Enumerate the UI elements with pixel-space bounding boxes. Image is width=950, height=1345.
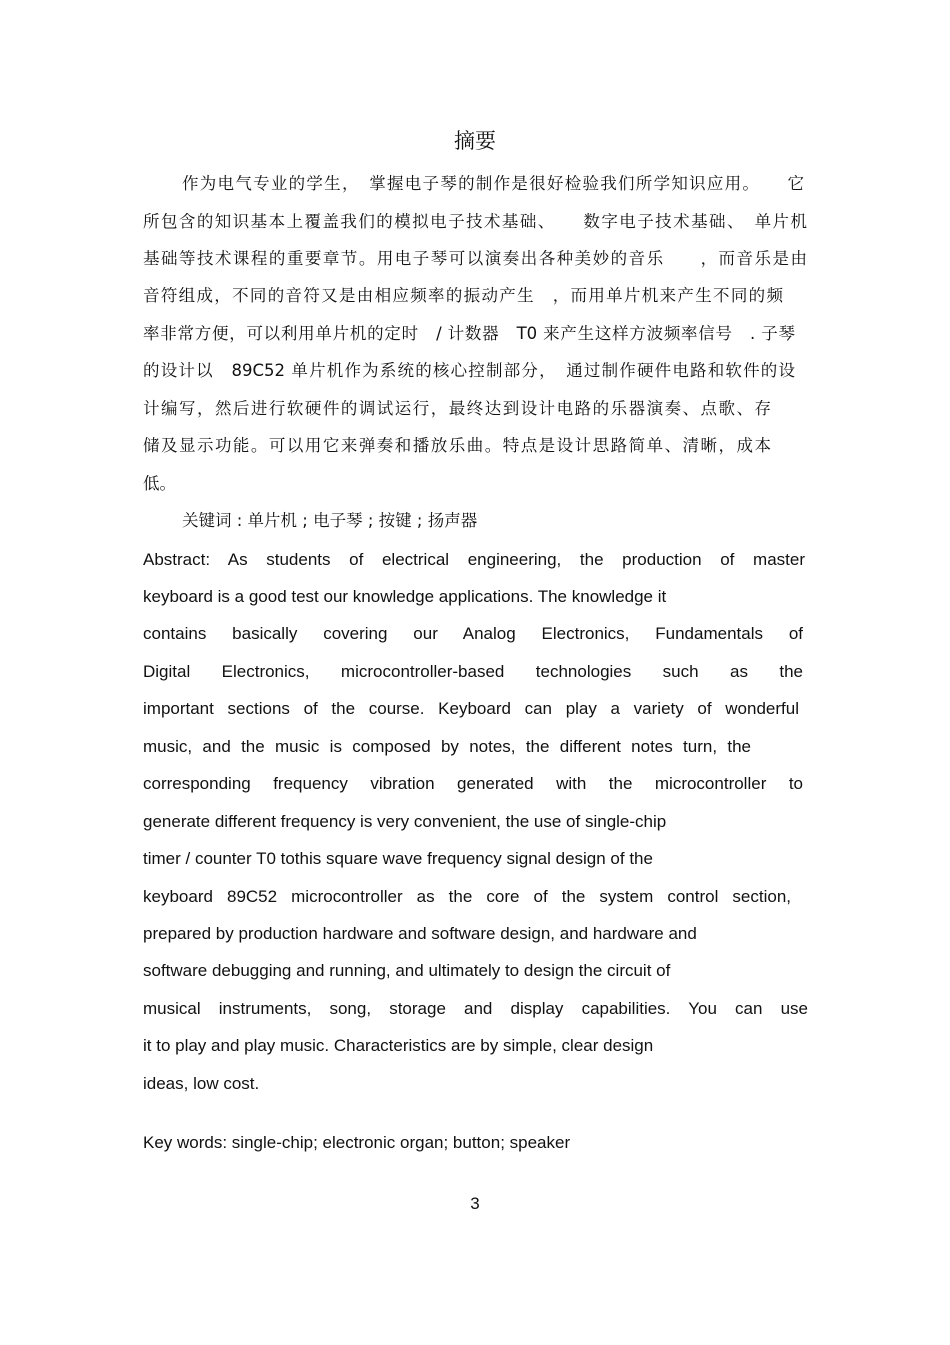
en-abstract-line: corresponding frequency vibration generated with the microcontroller to [143, 774, 803, 793]
en-abstract-line: Abstract: As students of electrical engineering, the production of master [143, 550, 805, 569]
en-abstract-line: timer / counter T0 tothis square wave frequency signal design of the [143, 849, 653, 868]
en-abstract-line: keyboard is a good test our knowledge applications. The knowledge it [143, 587, 667, 606]
en-abstract-line: music, and the music is composed by notes, the different notes turn, the [143, 737, 751, 756]
cn-abstract-line: 计编写，然后进行软硬件的调试运行，最终达到设计电路的乐器演奏、点歌、存 [143, 399, 771, 418]
cn-abstract-line: 储及显示功能。可以用它来弹奏和播放乐曲。特点是设计思路简单、清晰，成本 [143, 436, 771, 455]
en-keywords: Key words: single-chip; electronic organ; button; speaker [143, 1133, 571, 1152]
cn-abstract-line: 作为电气专业的学生， 掌握电子琴的制作是很好检验我们所学知识应用。 它 [182, 174, 804, 193]
en-abstract-line: musical instruments, song, storage and display capabilities. You can use [143, 999, 808, 1018]
en-abstract-line: generate different frequency is very convenient, the use of single-chip [143, 812, 667, 831]
cn-keywords: 关键词 : 单片机 ; 电子琴 ; 按键 ; 扬声器 [182, 511, 478, 530]
cn-abstract-line: 率非常方便，可以利用单片机的定时 / 计数器 T0 来产生这样方波频率信号 . 子琴 [143, 324, 795, 343]
en-abstract-line: contains basically covering our Analog Electronics, Fundamentals of [143, 624, 803, 643]
en-abstract-line: software debugging and running, and ultimately to design the circuit of [143, 961, 671, 980]
cn-abstract-line: 基础等技术课程的重要章节。用电子琴可以演奏出各种美妙的音乐 ，而音乐是由 [143, 249, 807, 268]
en-abstract-line: Digital Electronics, microcontroller-based technologies such as the [143, 662, 803, 681]
en-abstract-line: important sections of the course. Keyboard can play a variety of wonderful [143, 699, 799, 718]
page-number: 3 [470, 1194, 480, 1213]
en-abstract-line: ideas, low cost. [143, 1074, 260, 1093]
cn-abstract-line: 所包含的知识基本上覆盖我们的模拟电子技术基础、 数字电子技术基础、 单片机 [143, 212, 807, 231]
en-abstract-line: it to play and play music. Characteristics are by simple, clear design [143, 1036, 654, 1055]
cn-abstract-line: 的设计以 89C52 单片机作为系统的核心控制部分， 通过制作硬件电路和软件的设 [143, 361, 795, 380]
page-title: 摘要 [454, 129, 496, 153]
cn-abstract-line: 音符组成，不同的音符又是由相应频率的振动产生 ，而用单片机来产生不同的频 [143, 286, 783, 305]
en-abstract-line: keyboard 89C52 microcontroller as the core of the system control section, [143, 887, 791, 906]
cn-abstract-line: 低。 [143, 474, 176, 493]
en-abstract-line: prepared by production hardware and software design, and hardware and [143, 924, 697, 943]
